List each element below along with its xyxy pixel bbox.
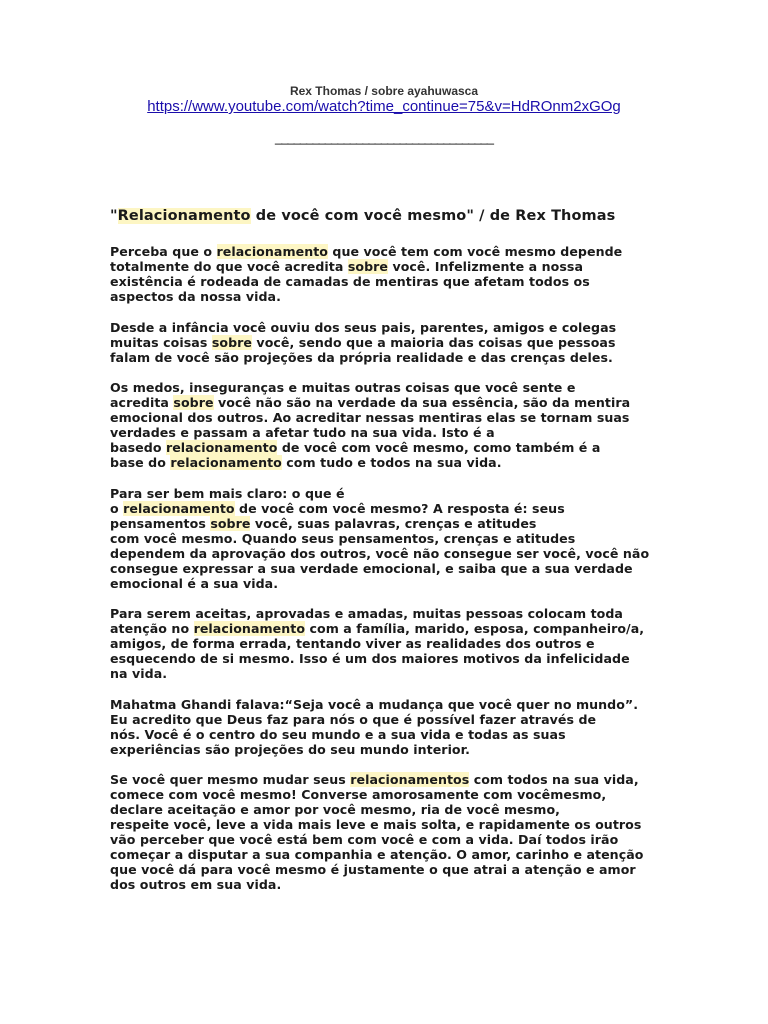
search-highlight: Relacionamento — [117, 208, 251, 224]
paragraph: Os medos, inseguranças e muitas outras coisas que você sente e acredita sobre você não são na verdade da sua essência, são da mentira emocional dos outros. Ao acreditar nessas mentiras elas se tornam suas verdades e passam a afetar tudo na sua vida. Isto é a basedo relacionamento de você com você mesmo, como também é a base do relacionamento com tudo e todos na sua vida. — [110, 380, 631, 470]
search-highlight: relacionamentos — [350, 772, 470, 787]
search-highlight: relacionamento — [123, 500, 235, 516]
search-highlight: sobre — [211, 334, 252, 350]
search-highlight: sobre — [210, 515, 251, 531]
search-highlight: sobre — [347, 259, 389, 274]
search-highlight: relacionamento — [170, 455, 282, 470]
author-line: Rex Thomas / sobre ayahuwasca — [289, 84, 479, 98]
paragraph: Para ser bem mais claro: o que é o relacionamento de você com você mesmo? A resposta é: seus pensamentos sobre você, suas palavras, crenças e atitudes com você mesmo. Quando seus pensamentos, crenças e atitudes dependem da aprovação dos outros, você não consegue ser você, você não consegue expressar a sua verdade emocional, e saiba que a sua verdade emocional é a sua vida. — [110, 485, 650, 591]
paragraph: Perceba que o relacionamento que você tem com você mesmo depende totalmente do que você acredita sobre você. Infelizmente a nossa existência é rodeada de camadas de mentiras que afetam todos os aspectos da nossa vida. — [110, 244, 623, 304]
paragraph: Para serem aceitas, aprovadas e amadas, muitas pessoas colocam toda atenção no relacionamento com a família, marido, esposa, companheiro/a, amigos, de forma errada, tentando viver as realidades dos outros e esquecendo de si mesmo. Isso é um dos maiores motivos da infelicidade na vida. — [110, 606, 645, 681]
article-body — [110, 208, 670, 908]
search-highlight: relacionamento — [165, 440, 278, 455]
search-highlight: relacionamento — [216, 244, 328, 259]
article-title: "Relacionamento de você com você mesmo" / de Rex Thomas — [110, 208, 616, 224]
search-highlight: relacionamento — [193, 621, 306, 636]
separator-rule: ___________________________________ — [274, 130, 494, 145]
paragraph: Se você quer mesmo mudar seus relacionamentos com todos na sua vida, comece com você mesmo! Converse amorosamente com vocêmesmo, declare aceitação e amor por você mesmo, ria de você mesmo, respeite você, leve a vida mais leve e mais solta, e rapidamente os outros vão perceber que você está bem com você e com a vida. Daí todos irão começar a disputar a sua companhia e atenção. O amor, carinho e atenção que você dá para você mesmo é justamente o que atrai a atenção e amor dos outros em sua vida. — [110, 772, 644, 892]
paragraph: Desde a infância você ouviu dos seus pais, parentes, amigos e colegas muitas coisas sobre você, sendo que a maioria das coisas que pessoas falam de você são projeções da própria realidade e das crenças deles. — [110, 319, 617, 365]
search-highlight: sobre — [173, 395, 214, 410]
paragraph: Mahatma Ghandi falava:“Seja você a mudança que você quer no mundo”. Eu acredito que Deus faz para nós o que é possível fazer através de nós. Você é o centro do seu mundo e a sua vida e todas as suas experiências são projeções do seu mundo interior. — [110, 696, 639, 757]
video-link[interactable]: https://www.youtube.com/watch?time_continue=75&v=HdROnm2xGOg — [147, 98, 621, 115]
